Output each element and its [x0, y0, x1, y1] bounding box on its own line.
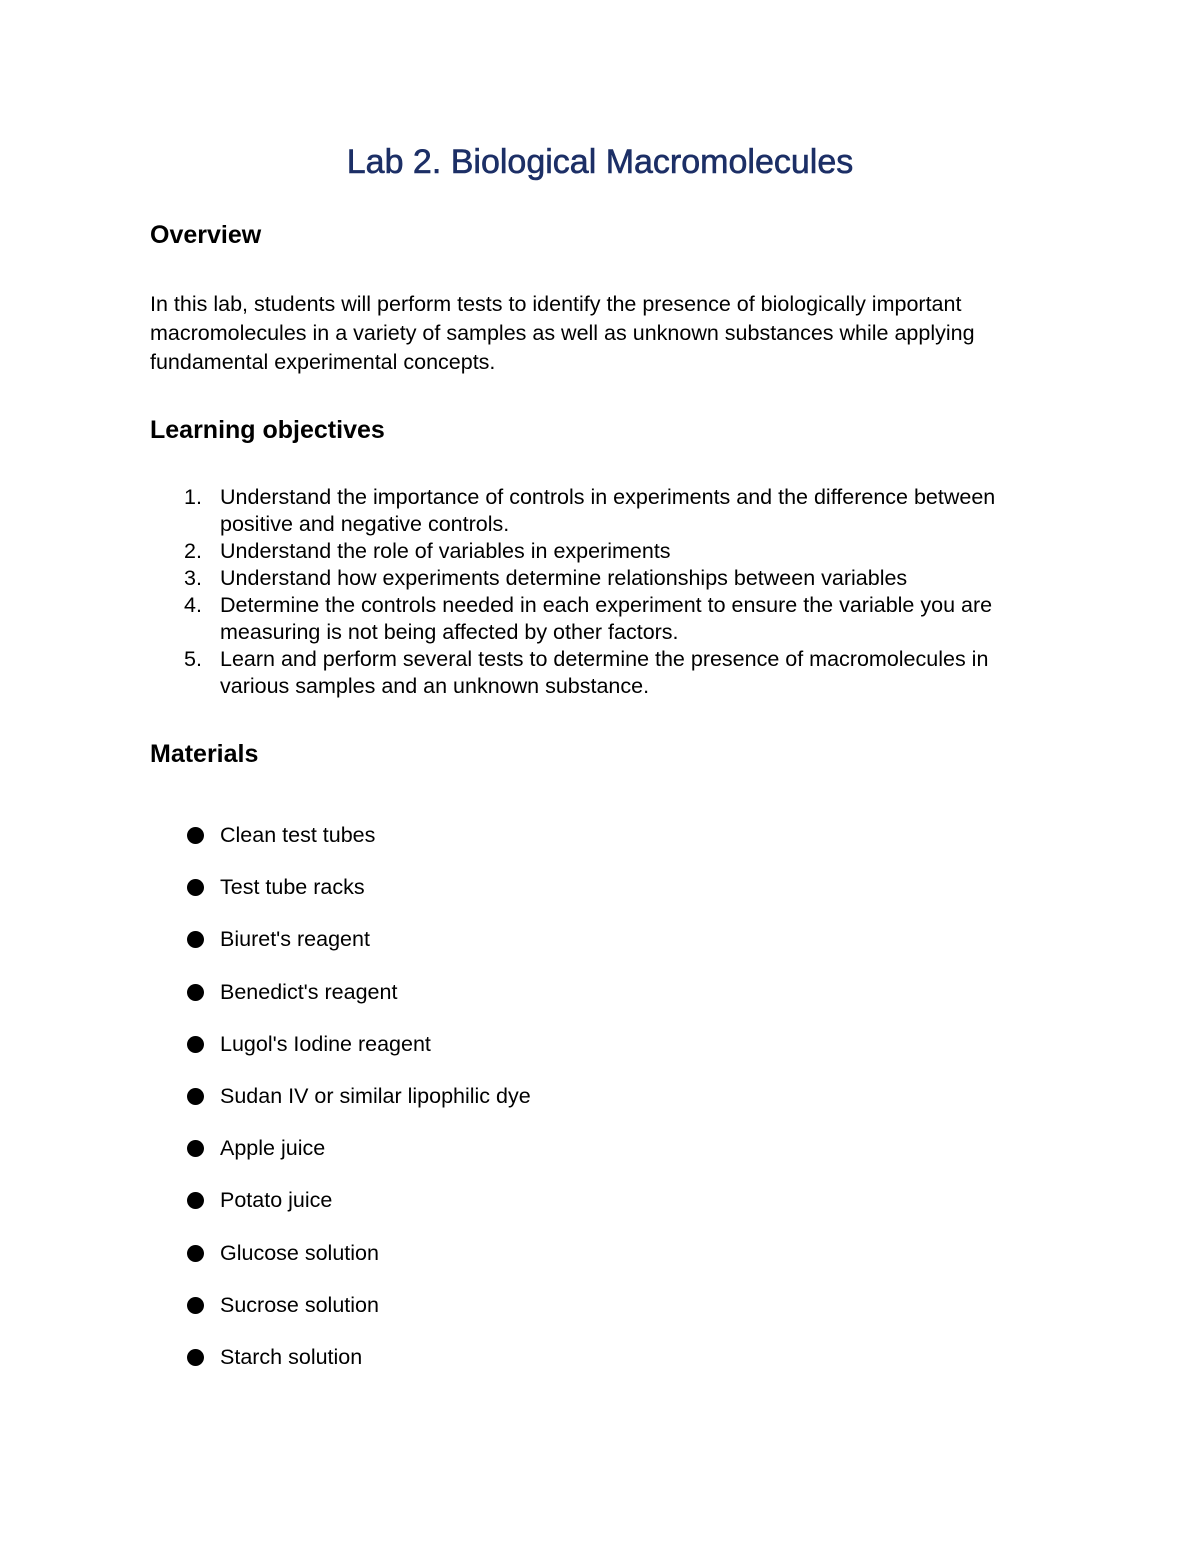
material-item: [150, 872, 950, 924]
page-title: Lab 2. Biological Macromolecules: [346, 143, 854, 181]
bullet-icon: [187, 1036, 204, 1053]
objective-item: [150, 484, 1050, 538]
learning-objectives-list: [150, 484, 1050, 700]
material-item: [150, 1081, 950, 1133]
material-text: Test tube racks: [220, 875, 365, 900]
material-item: [150, 1290, 950, 1342]
material-item: [150, 977, 950, 1029]
objective-number: 1.: [184, 485, 202, 509]
bullet-icon: [187, 827, 204, 844]
objective-number: 4.: [184, 593, 202, 617]
material-text: Biuret's reagent: [220, 927, 370, 952]
objective-number: 3.: [184, 566, 202, 590]
material-text: Sucrose solution: [220, 1292, 379, 1317]
material-item: [150, 924, 950, 976]
bullet-icon: [187, 1349, 204, 1366]
material-text: Benedict's reagent: [220, 979, 398, 1004]
material-item: [150, 1185, 950, 1237]
objective-text: Understand the importance of controls in experiments and the difference between positive and negative controls.: [220, 485, 996, 536]
material-text: Potato juice: [220, 1188, 333, 1213]
bullet-icon: [187, 879, 204, 896]
material-text: Sudan IV or similar lipophilic dye: [220, 1083, 531, 1108]
material-item: [150, 1029, 950, 1081]
learning-objectives-heading: Learning objectives: [150, 416, 385, 444]
objective-item: [150, 646, 1050, 700]
objective-item: [150, 565, 1050, 592]
material-item: [150, 1342, 950, 1394]
objective-item: [150, 538, 1050, 565]
material-item: [150, 1133, 950, 1185]
bullet-icon: [187, 1192, 204, 1209]
bullet-icon: [187, 1297, 204, 1314]
material-text: Apple juice: [220, 1136, 326, 1161]
objective-text: Understand how experiments determine relationships between variables: [220, 566, 908, 590]
objective-number: 5.: [184, 647, 202, 671]
material-item: [150, 1238, 950, 1290]
materials-heading: Materials: [150, 740, 259, 768]
bullet-icon: [187, 1088, 204, 1105]
material-text: Clean test tubes: [220, 823, 376, 847]
bullet-icon: [187, 984, 204, 1001]
material-item: [150, 820, 950, 872]
material-text: Lugol's Iodine reagent: [220, 1031, 431, 1056]
bullet-icon: [187, 1140, 204, 1157]
bullet-icon: [187, 931, 204, 948]
material-text: Starch solution: [220, 1344, 363, 1369]
overview-paragraph: In this lab, students will perform tests to identify the presence of biologically important macromolecules in a variety of samples as well as unknown substances while applying fundamental experimental concepts.: [150, 292, 975, 374]
objective-item: [150, 592, 1050, 646]
objective-text: Understand the role of variables in experiments: [220, 539, 671, 563]
material-text: Glucose solution: [220, 1240, 379, 1265]
objective-text: Learn and perform several tests to determine the presence of macromolecules in various samples and an unknown substance.: [220, 647, 989, 698]
objective-number: 2.: [184, 539, 202, 563]
materials-list: [150, 820, 950, 1394]
bullet-icon: [187, 1245, 204, 1262]
objective-text: Determine the controls needed in each experiment to ensure the variable you are measuring is not being affected by other factors.: [220, 593, 993, 644]
overview-heading: Overview: [150, 221, 262, 249]
